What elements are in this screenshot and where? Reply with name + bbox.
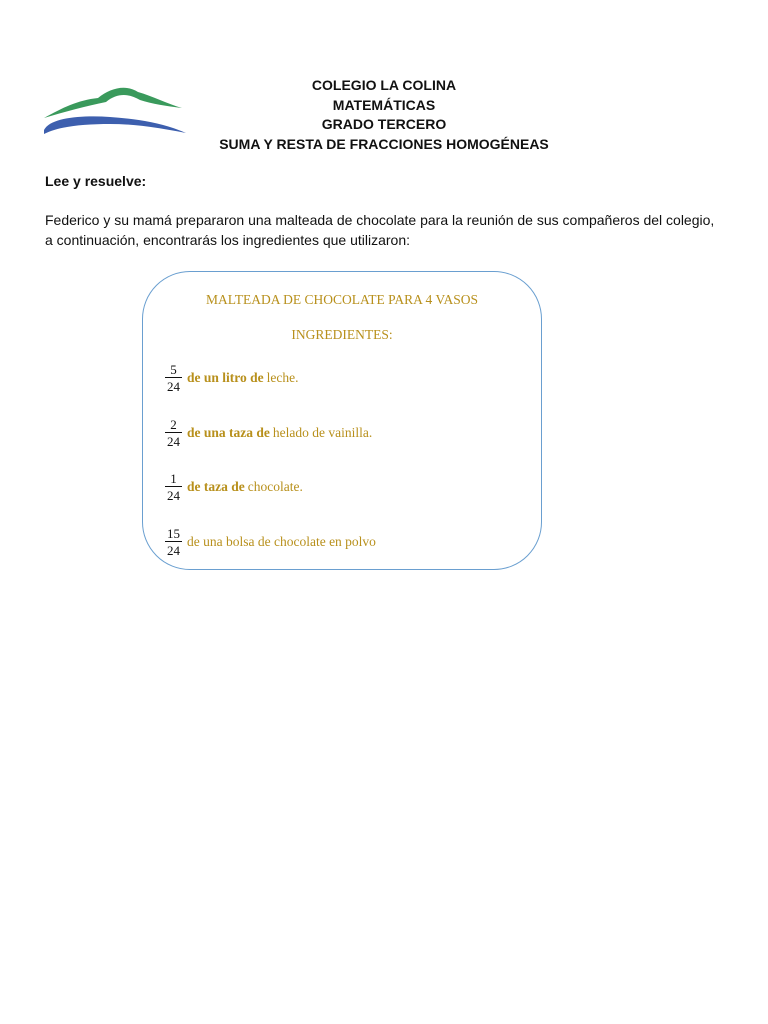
fraction-numerator: 5 xyxy=(170,362,177,377)
ingredients-heading: INGREDIENTES: xyxy=(291,327,393,342)
ingredient-measure: de una taza de xyxy=(187,425,270,440)
topic-title: SUMA Y RESTA DE FRACCIONES HOMOGÉNEAS xyxy=(219,135,549,152)
ingredient-name: chocolate. xyxy=(247,479,303,494)
fraction-denominator: 24 xyxy=(167,488,180,503)
ingredient-item xyxy=(165,526,376,558)
subject-title: MATEMÁTICAS xyxy=(332,96,436,113)
ingredient-item xyxy=(165,471,303,503)
fraction-denominator: 24 xyxy=(167,379,180,394)
ingredient-measure: de un litro de xyxy=(187,370,264,385)
ingredient-measure: de taza de xyxy=(187,479,245,494)
ingredient-name: de una bolsa de chocolate en polvo xyxy=(187,534,376,549)
fraction-numerator: 15 xyxy=(167,526,180,541)
fraction xyxy=(165,471,182,503)
fraction-numerator: 1 xyxy=(170,471,177,486)
instruction-label: Lee y resuelve: xyxy=(45,173,147,189)
recipe-title: MALTEADA DE CHOCOLATE PARA 4 VASOS xyxy=(206,292,478,307)
fraction xyxy=(165,526,182,558)
fraction xyxy=(165,417,182,449)
ingredient-name: leche. xyxy=(266,370,299,385)
recipe-box xyxy=(142,271,542,570)
fraction-numerator: 2 xyxy=(170,417,177,432)
document-header xyxy=(160,76,608,154)
fraction-denominator: 24 xyxy=(167,543,180,558)
grade-title: GRADO TERCERO xyxy=(321,116,447,132)
fraction xyxy=(165,362,182,394)
ingredient-name: helado de vainilla. xyxy=(272,425,373,440)
ingredient-item xyxy=(165,362,299,394)
school-name: COLEGIO LA COLINA xyxy=(311,77,457,93)
fraction-denominator: 24 xyxy=(167,434,180,449)
intro-paragraph: Federico y su mamá prepararon una malteada de chocolate para la reunión de sus compañeros del colegio, a continuación, encontrarás los ingredientes que utilizaron: xyxy=(45,212,715,248)
ingredient-item xyxy=(165,417,372,449)
